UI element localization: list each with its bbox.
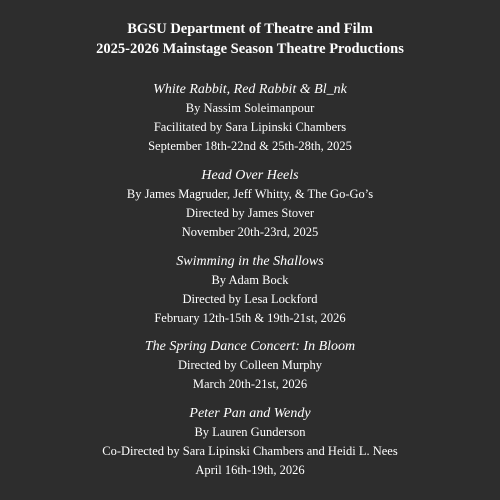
production-title: The Spring Dance Concert: In Bloom <box>144 339 356 354</box>
header <box>0 19 500 59</box>
production-swimming-in-the-shallows <box>0 252 500 328</box>
production-director: Directed by James Stover <box>185 206 315 220</box>
production-director: Directed by Lesa Lockford <box>182 292 318 306</box>
production-author: By Lauren Gunderson <box>194 425 306 439</box>
production-director: Directed by Colleen Murphy <box>177 358 323 372</box>
production-title: Head Over Heels <box>201 168 299 183</box>
production-author: By Nassim Soleimanpour <box>185 101 315 115</box>
department-title: BGSU Department of Theatre and Film <box>127 21 373 37</box>
production-dates: February 12th-15th & 19th-21st, 2026 <box>154 311 346 325</box>
production-dates: March 20th-21st, 2026 <box>192 377 308 391</box>
production-peter-pan-and-wendy <box>0 404 500 480</box>
production-director: Facilitated by Sara Lipinski Chambers <box>153 120 347 134</box>
production-title: White Rabbit, Red Rabbit & Bl_nk <box>153 82 347 97</box>
production-director: Co-Directed by Sara Lipinski Chambers and Heidi L. Nees <box>102 444 398 458</box>
production-dates: April 16th-19th, 2026 <box>195 463 305 477</box>
production-spring-dance-concert <box>0 337 500 394</box>
production-title: Peter Pan and Wendy <box>189 406 311 421</box>
production-white-rabbit <box>0 80 500 156</box>
season-title: 2025-2026 Mainstage Season Theatre Productions <box>96 41 404 57</box>
production-author: By Adam Bock <box>211 273 289 287</box>
production-dates: November 20th-23rd, 2025 <box>181 225 319 239</box>
production-title: Swimming in the Shallows <box>176 254 324 269</box>
production-author: By James Magruder, Jeff Whitty, & The Go-Go’s <box>126 187 374 201</box>
production-head-over-heels <box>0 166 500 242</box>
production-dates: September 18th-22nd & 25th-28th, 2025 <box>148 139 352 153</box>
